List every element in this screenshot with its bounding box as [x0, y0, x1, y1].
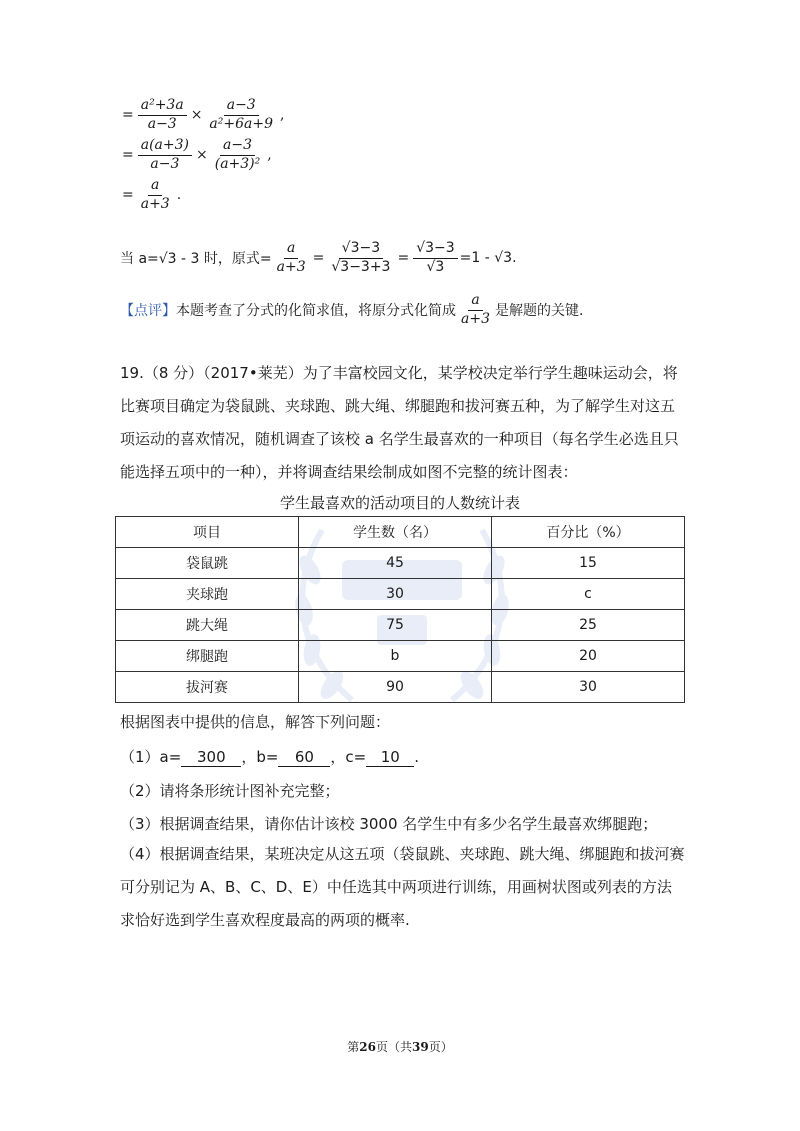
table-cell: 75: [299, 610, 492, 641]
fraction: $\frac{√3-3}{√3}$: [413, 241, 457, 275]
table-cell: c: [492, 579, 685, 610]
table-cell: 跳大绳: [116, 610, 299, 641]
fraction: $\frac{a(a+3)}{a-3}$: [138, 138, 192, 172]
answer-b: 60: [278, 748, 330, 767]
table-cell: 袋鼠跳: [116, 548, 299, 579]
question-19: 19.（8 分）（2017•莱芜）为了丰富校园文化，某学校决定举行学生趣味运动会，将比赛项目确定为袋鼠跳、夹球跑、跳大绳、绑腿跑和拔河赛五种，为了解学生对这五项运动的喜欢情况，随机调查了该校 a 名学生最喜欢的一种项目（每名学生必选且只能选择五项中的一种），并将调查结果绘制成如图不完整的统计图表：: [120, 364, 679, 481]
fraction: $\frac{\text{a²+3a}}{a-3}$: [138, 98, 187, 132]
table-cell: 绑腿跑: [116, 641, 299, 672]
sub-question-2: （2）请将条形统计图补充完整；: [120, 782, 340, 800]
page-number: 26: [359, 1040, 376, 1054]
table-header: 项目: [116, 517, 299, 548]
table-cell: 30: [299, 579, 492, 610]
fraction: $\frac{a}{a+3}$: [276, 240, 306, 275]
table-cell: 25: [492, 610, 685, 641]
math-step-3: = $\frac{a}{a+3}$ .: [122, 177, 182, 212]
table-cell: b: [299, 641, 492, 672]
prompt-text: 根据图表中提供的信息，解答下列问题：: [120, 713, 391, 731]
stats-table: [115, 516, 685, 703]
table-cell: 拔河赛: [116, 672, 299, 703]
substitution-line: 当 a=√3 - 3 时，原式= $\frac{a}{a+3}$ = $\frac{√3-3}{√3-3+3}$ = $\frac{√3-3}{√3}$ =1 - √3.: [120, 240, 517, 275]
fraction: $\frac{a-3}{\text{a²+6a+9}}$: [209, 97, 274, 132]
page-footer: 第26页（共39页）: [347, 1040, 453, 1054]
table-row: [116, 610, 685, 641]
fraction: $\frac{a}{a+3}$: [461, 292, 490, 327]
table-row: [116, 641, 685, 672]
table-row: [116, 548, 685, 579]
fraction: $\frac{√3-3}{√3-3+3}$: [331, 240, 391, 275]
table-header: 学生数（名）: [299, 517, 492, 548]
fraction: $\frac{a}{a+3}$: [140, 177, 170, 212]
page-total: 39: [412, 1040, 429, 1054]
answer-c: 10: [366, 748, 414, 767]
sub-question-1: （1）a= 300 ，b= 60 ，c= 10 .: [120, 748, 420, 766]
table-cell: 90: [299, 672, 492, 703]
math-step-2: = $\frac{a(a+3)}{a-3}$ × $\frac{a-3}{\text{(a+3)²}}$ ,: [122, 137, 272, 172]
table-cell: 45: [299, 548, 492, 579]
table-title: 学生最喜欢的活动项目的人数统计表: [279, 494, 520, 512]
sub-question-3: （3）根据调查结果，请你估计该校 3000 名学生中有多少名学生最喜欢绑腿跑；: [120, 815, 658, 833]
math-step-1: = $\frac{\text{a²+3a}}{a-3}$ × $\frac{a-3}{\text{a²+6a+9}}$ ,: [122, 97, 285, 132]
table-header: 百分比（%）: [492, 517, 685, 548]
table-row: [116, 579, 685, 610]
math-derivation: [120, 95, 286, 215]
table-cell: 30: [492, 672, 685, 703]
fraction: $\frac{a-3}{\text{(a+3)²}}$: [214, 137, 261, 172]
table-cell: 15: [492, 548, 685, 579]
table-row: [116, 672, 685, 703]
table-header-row: [116, 517, 685, 548]
comment-line: 【点评】 本题考查了分式的化简求值，将原分式化简成 $\frac{a}{a+3}$ 是解题的关键.: [120, 292, 584, 327]
table-cell: 夹球跑: [116, 579, 299, 610]
table-cell: 20: [492, 641, 685, 672]
answer-a: 300: [181, 748, 241, 767]
comment-tag: 【点评】: [120, 303, 176, 319]
sub-question-4: （4）根据调查结果，某班决定从这五项（袋鼠跳、夹球跑、跳大绳、绑腿跑和拔河赛可分别记为 A、B、C、D、E）中任选其中两项进行训练，用画树状图或列表的方法求恰好选到学生喜欢程度最高的两项的概率.: [120, 845, 685, 929]
